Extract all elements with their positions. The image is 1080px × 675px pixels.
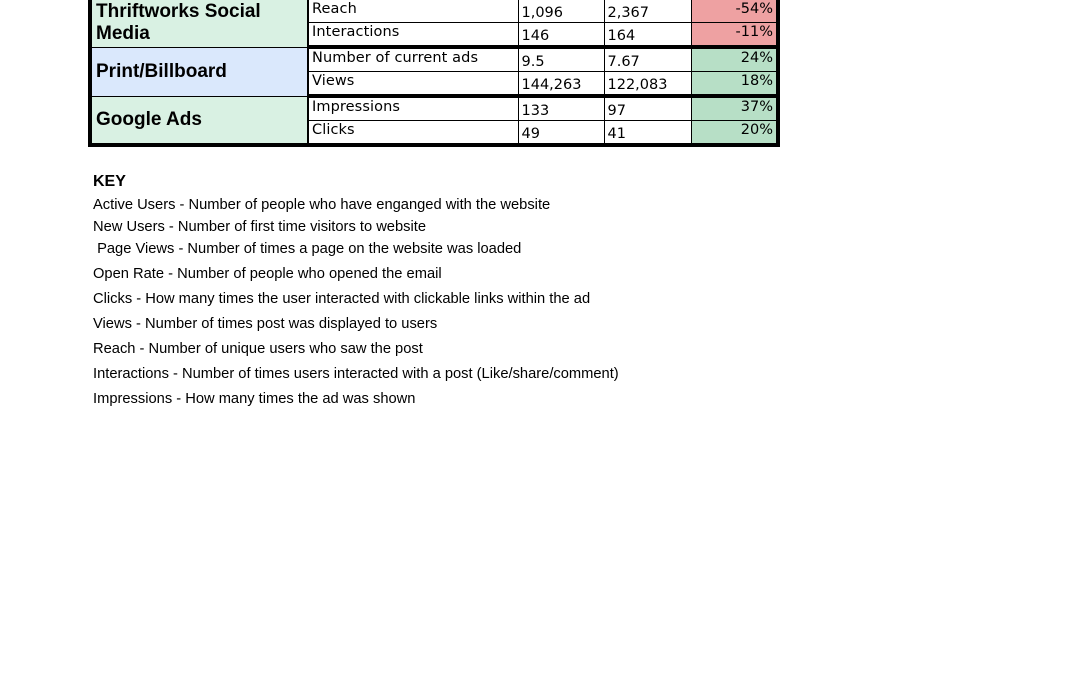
metric-cell: Clicks (308, 121, 518, 146)
change-cell: 20% (691, 121, 778, 146)
metric-cell: Impressions (308, 96, 518, 121)
metrics-table (88, 0, 780, 147)
key-item: Active Users - Number of people who have enganged with the website (93, 197, 551, 213)
metric-cell: Number of current ads (308, 47, 518, 72)
key-section (93, 172, 793, 410)
value-current-cell: 9.5 (518, 47, 604, 72)
value-previous-cell: 164 (604, 23, 691, 48)
key-item: New Users - Number of first time visitors to website (93, 219, 426, 235)
key-item: Interactions - Number of times users interacted with a post (Like/share/comment) (93, 366, 619, 382)
metrics-table-body (90, 0, 778, 145)
key-title: KEY (93, 173, 126, 190)
change-cell: -11% (691, 23, 778, 48)
category-cell: Print/Billboard (90, 47, 308, 96)
key-item: Views - Number of times post was displayed to users (93, 316, 438, 332)
value-current-cell: 1,096 (518, 0, 604, 23)
metric-cell: Views (308, 72, 518, 97)
key-item: Clicks - How many times the user interacted with clickable links within the ad (93, 291, 591, 307)
value-current-cell: 49 (518, 121, 604, 146)
change-cell: 24% (691, 47, 778, 72)
value-current-cell: 144,263 (518, 72, 604, 97)
change-cell: -54% (691, 0, 778, 23)
table-row (90, 47, 778, 72)
value-previous-cell: 122,083 (604, 72, 691, 97)
change-cell: 37% (691, 96, 778, 121)
category-cell: Thriftworks Social Media (90, 0, 308, 47)
key-list (93, 194, 793, 410)
metric-cell: Reach (308, 0, 518, 23)
key-item: Impressions - How many times the ad was shown (93, 391, 416, 407)
key-item: Page Views - Number of times a page on the website was loaded (93, 241, 522, 257)
value-previous-cell: 7.67 (604, 47, 691, 72)
value-previous-cell: 2,367 (604, 0, 691, 23)
table-row (90, 96, 778, 121)
metric-cell: Interactions (308, 23, 518, 48)
table-row (90, 0, 778, 23)
value-previous-cell: 41 (604, 121, 691, 146)
category-cell: Google Ads (90, 96, 308, 145)
change-cell: 18% (691, 72, 778, 97)
key-item: Reach - Number of unique users who saw the post (93, 341, 423, 357)
value-previous-cell: 97 (604, 96, 691, 121)
value-current-cell: 133 (518, 96, 604, 121)
key-item: Open Rate - Number of people who opened the email (93, 266, 442, 282)
value-current-cell: 146 (518, 23, 604, 48)
